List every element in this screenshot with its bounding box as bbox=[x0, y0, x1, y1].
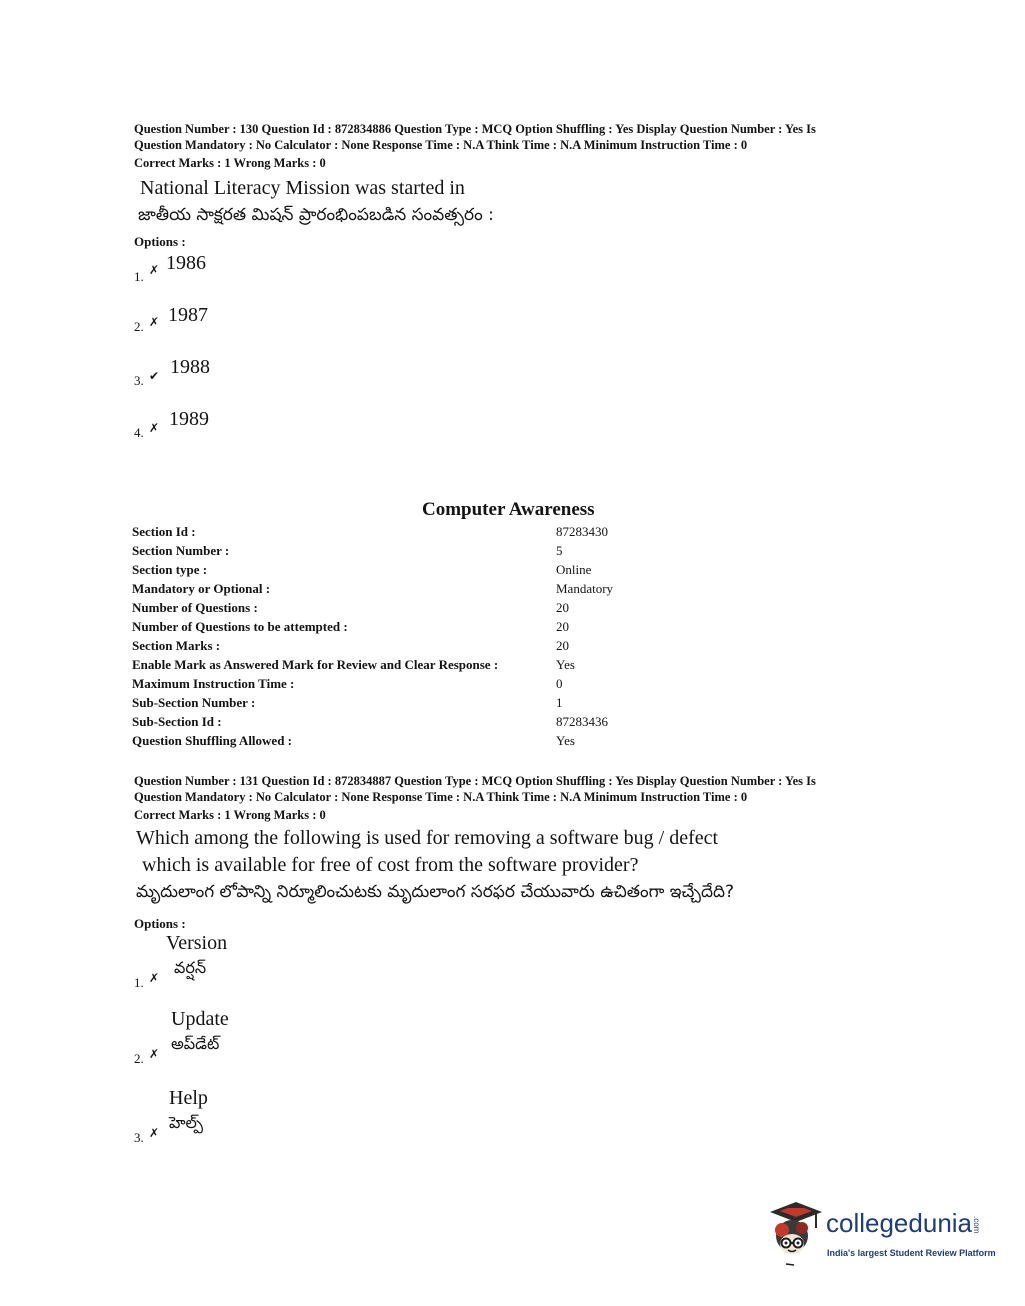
row-label: Sub-Section Id : bbox=[132, 714, 222, 729]
row-value: 5 bbox=[556, 543, 563, 558]
row-value: 20 bbox=[556, 638, 569, 653]
row-value: 1 bbox=[556, 695, 563, 710]
row-label: Mandatory or Optional : bbox=[132, 581, 271, 596]
cross-icon: ✗ bbox=[148, 1047, 160, 1061]
row-value: 87283430 bbox=[556, 524, 608, 539]
cross-icon: ✗ bbox=[148, 315, 160, 329]
row-value: 20 bbox=[556, 619, 569, 634]
q131-question-text-line2: which is available for free of cost from the software provider? bbox=[142, 854, 639, 876]
row-value: Yes bbox=[556, 733, 575, 748]
cross-icon: ✗ bbox=[148, 421, 160, 435]
q131-meta-line2: Question Mandatory : No Calculator : None Response Time : N.A Think Time : N.A Minimum Instruction Time : 0 bbox=[134, 790, 748, 804]
row-value: Online bbox=[556, 562, 592, 577]
cross-icon: ✗ bbox=[148, 263, 160, 277]
option-value: Update bbox=[171, 1008, 229, 1030]
q130-meta-line3: Correct Marks : 1 Wrong Marks : 0 bbox=[134, 156, 326, 170]
row-value: Mandatory bbox=[556, 581, 614, 596]
row-label: Section Id : bbox=[132, 524, 196, 539]
option-number: 1. bbox=[134, 975, 144, 990]
option-number: 2. bbox=[134, 1051, 144, 1066]
collegedunia-logo bbox=[764, 1198, 996, 1268]
q131-meta-line3: Correct Marks : 1 Wrong Marks : 0 bbox=[134, 808, 326, 822]
option-value: 1987 bbox=[168, 304, 208, 326]
cross-icon: ✗ bbox=[148, 971, 160, 985]
option-number: 1. bbox=[134, 269, 144, 284]
q130-meta-line2: Question Mandatory : No Calculator : None Response Time : N.A Think Time : N.A Minimum Instruction Time : 0 bbox=[134, 138, 748, 152]
row-label: Section Marks : bbox=[132, 638, 221, 653]
logo-tagline: India's largest Student Review Platform bbox=[827, 1248, 996, 1258]
option-number: 3. bbox=[134, 373, 144, 388]
row-value: 20 bbox=[556, 600, 569, 615]
option-number: 4. bbox=[134, 425, 144, 440]
section-title: Computer Awareness bbox=[422, 499, 595, 520]
row-label: Maximum Instruction Time : bbox=[132, 676, 295, 691]
q130-question-text-telugu: జాతీయ సాక్షరత మిషన్ ప్రారంభింపబడిన సంవత్సరం : bbox=[138, 205, 494, 225]
option-value: Version bbox=[166, 932, 228, 954]
row-label: Sub-Section Number : bbox=[132, 695, 256, 710]
row-label: Number of Questions : bbox=[132, 600, 258, 615]
q131-options-label: Options : bbox=[134, 916, 186, 931]
option-value: 1988 bbox=[170, 356, 210, 378]
option-value: Help bbox=[169, 1087, 208, 1109]
q130-meta-line1: Question Number : 130 Question Id : 872834886 Question Type : MCQ Option Shuffling : Yes Display Question Number : Yes Is bbox=[134, 122, 816, 136]
option-value: 1986 bbox=[166, 252, 206, 274]
q131-question-text-telugu: మృదులాంగ లోపాన్ని నిర్మూలించుటకు మృదులాంగ సరఫర చేయువారు ఉచితంగా ఇచ్చేదేది? bbox=[136, 882, 734, 902]
row-value: Yes bbox=[556, 657, 575, 672]
row-label: Section type : bbox=[132, 562, 208, 577]
row-value: 87283436 bbox=[556, 714, 608, 729]
mascot-icon bbox=[764, 1198, 826, 1268]
row-label: Section Number : bbox=[132, 543, 230, 558]
option-value-telugu: హెల్ప్ bbox=[169, 1113, 204, 1132]
row-label: Number of Questions to be attempted : bbox=[132, 619, 348, 634]
q131-question-text-line1: Which among the following is used for removing a software bug / defect bbox=[136, 827, 719, 849]
q130-question-text: National Literacy Mission was started in bbox=[140, 177, 465, 199]
option-number: 3. bbox=[134, 1130, 144, 1145]
logo-suffix: .com bbox=[972, 1216, 982, 1234]
option-value-telugu: వర్షన్ bbox=[174, 958, 207, 977]
option-value: 1989 bbox=[169, 408, 209, 430]
logo-wordmark: collegedunia bbox=[826, 1208, 973, 1238]
option-value-telugu: అప్‌డేట్ bbox=[171, 1034, 220, 1053]
row-value: 0 bbox=[556, 676, 563, 691]
q130-options-label: Options : bbox=[134, 234, 186, 249]
cross-icon: ✗ bbox=[148, 1126, 160, 1140]
check-icon: ✔ bbox=[148, 369, 160, 383]
row-label: Enable Mark as Answered Mark for Review and Clear Response : bbox=[132, 657, 499, 672]
row-label: Question Shuffling Allowed : bbox=[132, 733, 293, 748]
q131-meta-line1: Question Number : 131 Question Id : 872834887 Question Type : MCQ Option Shuffling : Yes Display Question Number : Yes Is bbox=[134, 774, 816, 788]
option-number: 2. bbox=[134, 319, 144, 334]
